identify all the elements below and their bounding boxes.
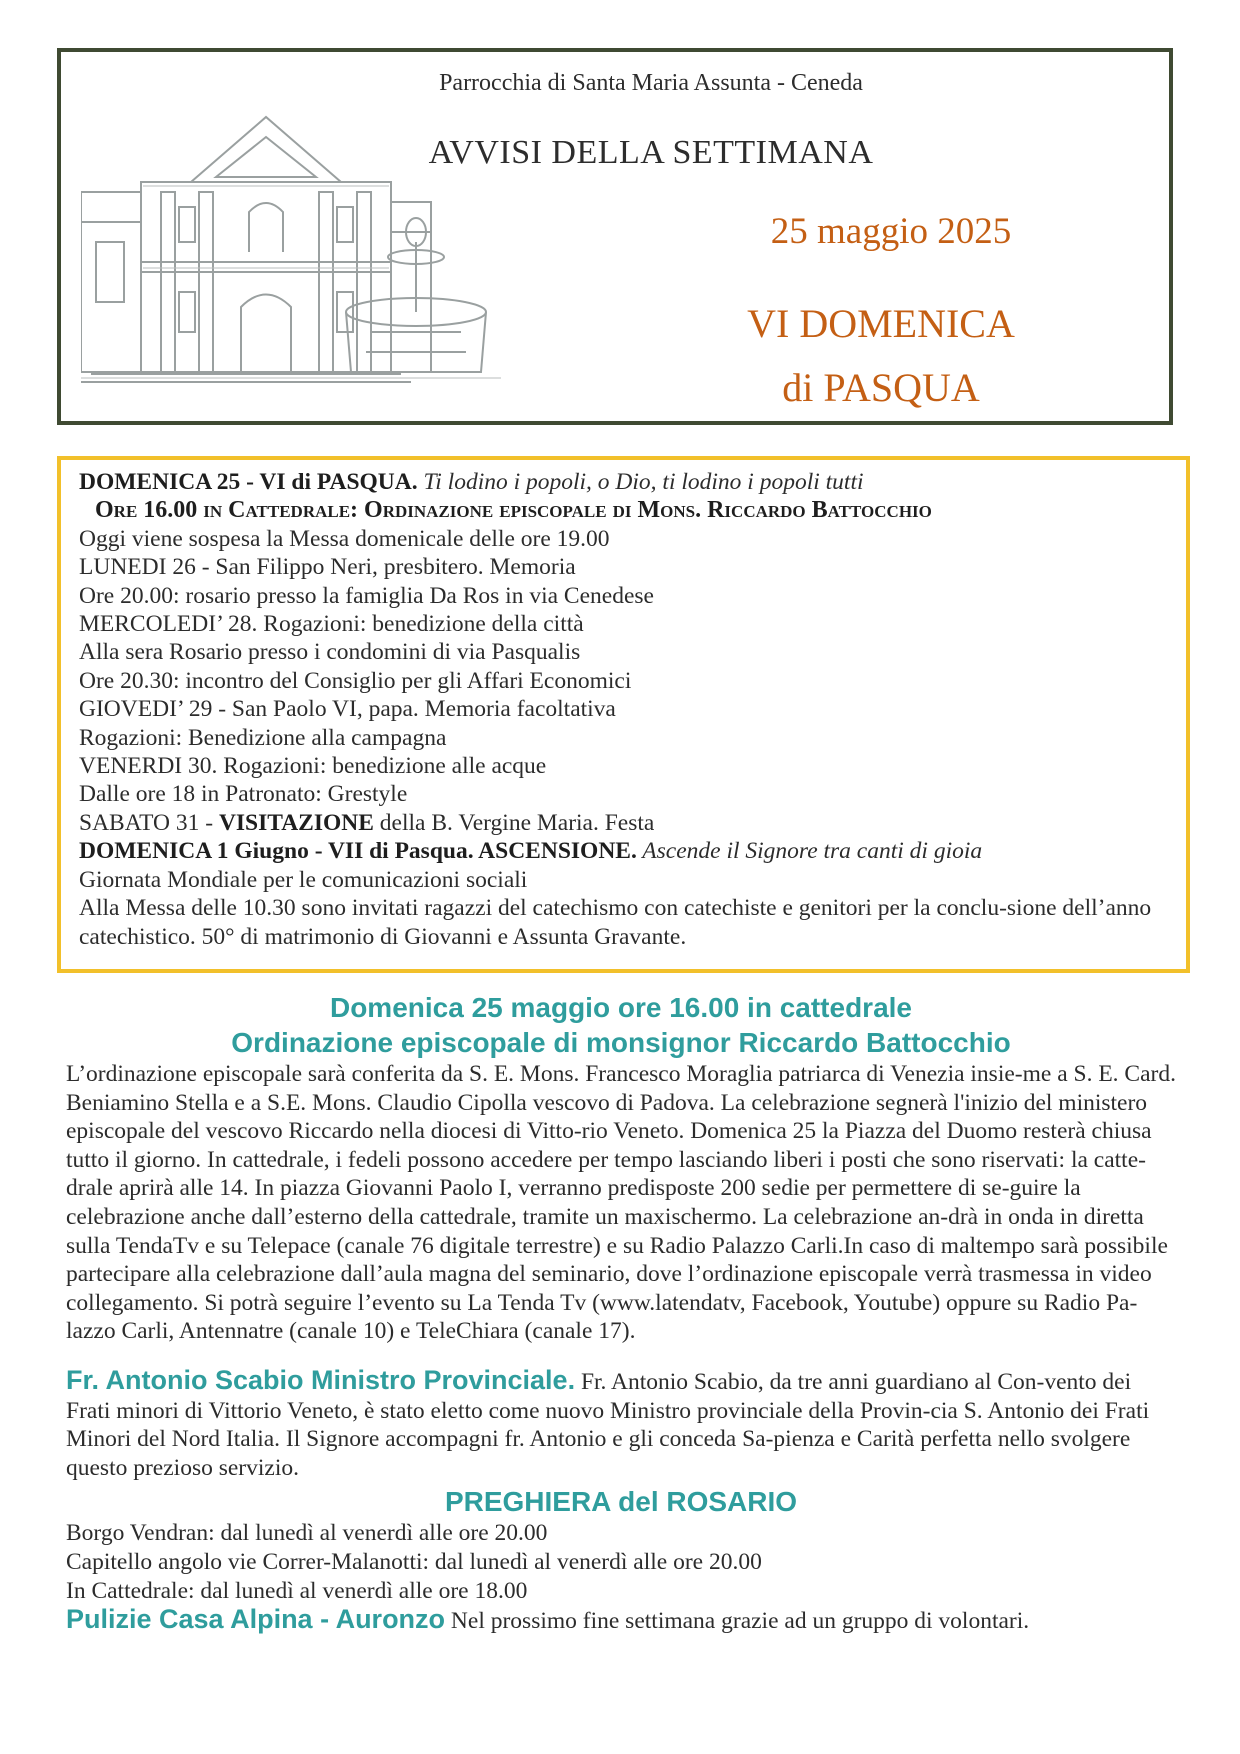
- body-area: [66, 990, 1176, 1636]
- schedule-line: [79, 809, 1168, 837]
- schedule-line: MERCOLEDI’ 28. Rogazioni: benedizione della città: [79, 611, 584, 638]
- schedule-line: Oggi viene sospesa la Messa domenicale delle ore 19.00: [79, 525, 610, 552]
- cleaning-paragraph: [66, 1605, 1176, 1636]
- scabio-title: Fr. Antonio Scabio Ministro Provinciale.: [66, 1364, 576, 1395]
- schedule-feast: VISITAZIONE: [218, 809, 374, 836]
- parish-name: Parrocchia di Santa Maria Assunta - Ceneda: [439, 70, 863, 96]
- liturgical-day-line1: VI DOMENICA: [747, 301, 1015, 346]
- header-date: 25 maggio 2025: [770, 211, 1012, 252]
- ordination-title-2: Ordinazione episcopale di monsignor Riccardo Battocchio: [231, 1027, 1011, 1058]
- schedule-line: Ore 20.00: rosario presso la famiglia Da Ros in via Cenedese: [79, 582, 654, 609]
- liturgical-day: [681, 292, 1081, 420]
- schedule-box: [57, 456, 1190, 973]
- schedule-line: Alla Messa delle 10.30 sono invitati ragazzi del catechismo con catechiste e genitori per la conclu-sione dell’anno catechistico. 50° di matrimonio di Giovanni e Assunta Gravante.: [79, 895, 1152, 950]
- scabio-paragraph: [66, 1366, 1176, 1482]
- rosary-title: PREGHIERA del ROSARIO: [444, 1486, 798, 1518]
- spacer: [66, 1346, 1176, 1366]
- ordination-text: L’ordinazione episcopale sarà conferita da S. E. Mons. Francesco Moraglia patriarca di Venezia insie-me a S. E. Card. Beniamino Stella e a S.E. Mons. Claudio Cipolla vescovo di Padova. La celebrazione segnerà l'inizio del ministero episcopale del vescovo Riccardo nella diocesi di Vitto-rio Veneto. Domenica 25 la Piazza del Duomo resterà chiusa tutto il giorno. In cattedrale, i fedeli possono accedere per tempo lasciando liberi i posti che sono riservati: la catte-drale aprirà alle 14. In piazza Giovanni Paolo I, verranno predisposte 200 sedie per permettere di se-guire la celebrazione anche dall’esterno della cattedrale, tramite un maxischermo. La celebrazione an-drà in onda in diretta sulla TendaTv e su Telepace (canale 76 digitale terrestre) e su Radio Palazzo Carli.In caso di maltempo sarà possibile partecipare alla celebrazione dall’aula magna del seminario, dove l’ordinazione episcopale verrà trasmessa in video collegamento. Si potrà seguire l’evento su La Tenda Tv (www.latendatv, Facebook, Youtube) oppure su Radio Pa-lazzo Carli, Antennatre (canale 10) e TeleChiara (canale 17).: [66, 1061, 1176, 1345]
- schedule-line: Alla sera Rosario presso i condomini di via Pasqualis: [79, 639, 581, 666]
- cleaning-title: Pulizie Casa Alpina - Auronzo: [66, 1604, 446, 1635]
- cathedral-illustration: [81, 82, 501, 402]
- rosary-item: In Cattedrale: dal lunedì al venerdì alle ore 18.00: [66, 1577, 528, 1604]
- schedule-line: [79, 837, 1168, 865]
- schedule-day-title: DOMENICA 1 Giugno - VII di Pasqua. ASCENSIONE.: [79, 838, 637, 865]
- schedule-line: GIOVEDI’ 29 - San Paolo VI, papa. Memoria facoltativa: [79, 696, 616, 723]
- schedule-line: VENERDI 30. Rogazioni: benedizione alle acque: [79, 753, 547, 780]
- header-box: [57, 48, 1173, 425]
- schedule-ordination-line: Ore 16.00 in Cattedrale: Ordinazione episcopale di Mons. Riccardo Battocchio: [95, 497, 932, 524]
- schedule-text: della B. Vergine Maria. Festa: [373, 809, 655, 836]
- schedule-line: Rogazioni: Benedizione alla campagna: [79, 724, 447, 751]
- cleaning-text: Nel prossimo fine settimana grazie ad un gruppo di volontari.: [445, 1608, 1030, 1635]
- schedule-day-title: DOMENICA 25 - VI di PASQUA.: [79, 469, 418, 495]
- schedule-line: LUNEDI 26 - San Filippo Neri, presbitero. Memoria: [79, 554, 576, 581]
- ordination-title-1: Domenica 25 maggio ore 16.00 in cattedrale: [329, 992, 912, 1023]
- rosary-item: Capitello angolo vie Correr-Malanotti: dal lunedì al venerdì alle ore 20.00: [66, 1548, 762, 1575]
- notices-title: AVVISI DELLA SETTIMANA: [428, 134, 874, 171]
- schedule-line: Giornata Mondiale per le comunicazioni sociali: [79, 866, 528, 893]
- schedule-text: SABATO 31 -: [79, 809, 219, 836]
- scabio-text: Fr. Antonio Scabio, da tre anni guardiano al Con-vento dei Frati minori di Vittorio Veneto, è stato eletto come nuovo Ministro provinciale della Provin-cia S. Antonio dei Frati Minori del Nord Italia. Il Signore accompagni fr. Antonio e gli conceda Sa-pienza e Carità perfetta nello svolgere questo prezioso servizio.: [66, 1368, 1150, 1481]
- schedule-antiphon: Ti lodino i popoli, o Dio, ti lodino i popoli tutti: [417, 469, 864, 495]
- liturgical-day-line2: di PASQUA: [782, 365, 980, 410]
- schedule-line: Dalle ore 18 in Patronato: Grestyle: [79, 781, 408, 808]
- schedule-antiphon: Ascende il Signore tra canti di gioia: [636, 838, 983, 865]
- schedule-line: Ore 20.30: incontro del Consiglio per gli Affari Economici: [79, 667, 632, 694]
- schedule-line: [79, 468, 1168, 496]
- rosary-item: Borgo Vendran: dal lunedì al venerdì alle ore 20.00: [66, 1520, 548, 1547]
